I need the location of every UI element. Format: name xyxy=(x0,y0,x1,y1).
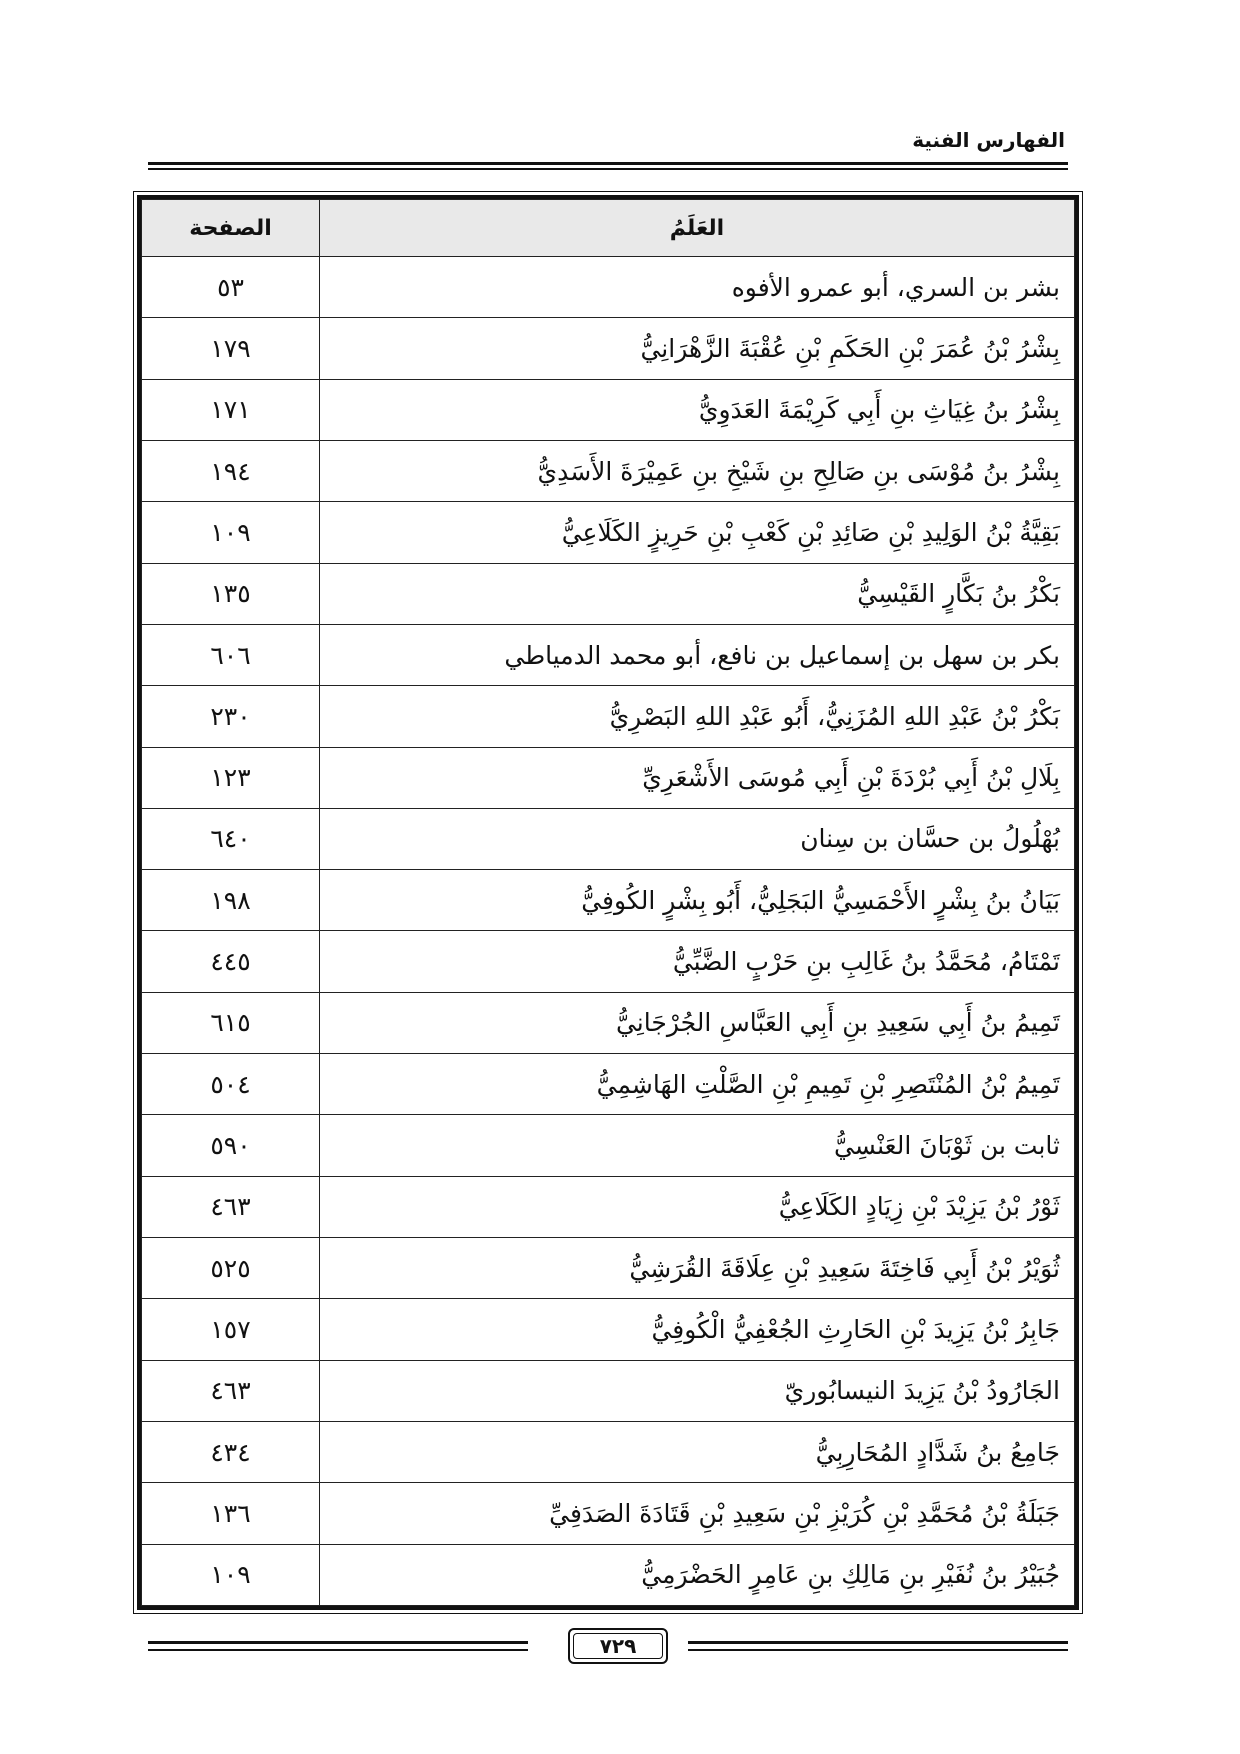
entry-page: ٥٠٤ xyxy=(142,1054,320,1115)
entry-name: بِلَالِ بْنُ أَبِي بُرْدَةَ بْنِ أَبِي مُوسَى الأَشْعَرِيِّ xyxy=(320,747,1075,808)
index-table-frame xyxy=(137,195,1079,1610)
entry-page: ٥٢٥ xyxy=(142,1238,320,1299)
table-body xyxy=(142,257,1075,1606)
entry-name: تَمِيمُ بْنُ المُنْتَصِرِ بْنِ تَمِيمِ بْنِ الصَّلْتِ الهَاشِمِيُّ xyxy=(320,1054,1075,1115)
entry-page: ٤٦٣ xyxy=(142,1360,320,1421)
table-row xyxy=(142,563,1075,624)
entry-page: ٥٩٠ xyxy=(142,1115,320,1176)
entry-page: ٦٠٦ xyxy=(142,624,320,685)
table-row xyxy=(142,502,1075,563)
entry-name: جَبَلَةُ بْنُ مُحَمَّدِ بْنِ كُرَيْزِ بْنِ سَعِيدِ بْنِ قَتَادَةَ الصَدَفِيِّ xyxy=(320,1483,1075,1544)
page-number xyxy=(568,1628,668,1664)
entry-page: ١٧١ xyxy=(142,379,320,440)
entry-name: بُهْلُولُ بن حسَّان بن سِنان xyxy=(320,808,1075,869)
table-row xyxy=(142,870,1075,931)
entry-page: ١٣٥ xyxy=(142,563,320,624)
entry-page: ١٠٩ xyxy=(142,502,320,563)
table-row xyxy=(142,686,1075,747)
running-header-title: الفهارس الفنية xyxy=(912,128,1065,152)
page-number-text: ٧٢٩ xyxy=(599,1634,637,1658)
entry-name: جَابِرُ بْنُ يَزِيدَ بْنِ الحَارِثِ الجُعْفِيُّ الْكُوفِيُّ xyxy=(320,1299,1075,1360)
table-header-row xyxy=(142,200,1075,257)
entry-name: بِشْرُ بْنُ عُمَرَ بْنِ الحَكَمِ بْنِ عُقْبَةَ الزَّهْرَانِيُّ xyxy=(320,318,1075,379)
table-row xyxy=(142,379,1075,440)
column-header-name: العَلَمُ xyxy=(320,200,1075,257)
entry-name: تَمِيمُ بنُ أَبِي سَعِيدِ بنِ أَبِي العَبَّاسِ الجُرْجَانِيُّ xyxy=(320,992,1075,1053)
entry-name: ثابت بن ثَوْبَانَ العَنْسِيُّ xyxy=(320,1115,1075,1176)
entry-name: جَامِعُ بنُ شَدَّادٍ المُحَارِبِيُّ xyxy=(320,1421,1075,1482)
table-row xyxy=(142,1176,1075,1237)
entry-name: جُبَيْرُ بنُ نُفَيْرِ بنِ مَالِكِ بنِ عَامِرٍ الحَضْرَمِيُّ xyxy=(320,1544,1075,1605)
table-row xyxy=(142,440,1075,501)
entry-name: بَكْرُ بنُ بَكَّارٍ القَيْسِيُّ xyxy=(320,563,1075,624)
table-row xyxy=(142,257,1075,318)
entry-page: ٤٣٤ xyxy=(142,1421,320,1482)
entry-page: ٥٣ xyxy=(142,257,320,318)
entry-page: ٦١٥ xyxy=(142,992,320,1053)
entry-name: تَمْتَامُ، مُحَمَّدُ بنُ غَالِبِ بنِ حَرْبٍ الضَّبِّيُّ xyxy=(320,931,1075,992)
entry-name: ثَوْرُ بْنُ يَزِيْدَ بْنِ زِيَادٍ الكَلَاعِيُّ xyxy=(320,1176,1075,1237)
entry-page: ٤٤٥ xyxy=(142,931,320,992)
column-header-page: الصفحة xyxy=(142,200,320,257)
entry-page: ١٢٣ xyxy=(142,747,320,808)
entry-page: ١٩٨ xyxy=(142,870,320,931)
entry-page: ١٥٧ xyxy=(142,1299,320,1360)
entry-name: بشر بن السري، أبو عمرو الأفوه xyxy=(320,257,1075,318)
footer-divider-right xyxy=(688,1641,1068,1651)
entry-page: ١٠٩ xyxy=(142,1544,320,1605)
table-row xyxy=(142,1299,1075,1360)
page-footer xyxy=(148,1628,1068,1664)
table-row xyxy=(142,992,1075,1053)
table-row xyxy=(142,1483,1075,1544)
entry-page: ١٩٤ xyxy=(142,440,320,501)
entry-page: ١٣٦ xyxy=(142,1483,320,1544)
table-row xyxy=(142,1360,1075,1421)
table-row xyxy=(142,808,1075,869)
table-row xyxy=(142,624,1075,685)
table-row xyxy=(142,318,1075,379)
entry-name: بِشْرُ بنُ غِيَاثِ بنِ أَبِي كَرِيْمَةَ العَدَوِيُّ xyxy=(320,379,1075,440)
entry-name: بَقِيَّةُ بْنُ الوَلِيدِ بْنِ صَائِدِ بْنِ كَعْبِ بْنِ حَرِيزٍ الكَلَاعِيُّ xyxy=(320,502,1075,563)
entry-name: ثُوَيْرُ بْنُ أَبِي فَاخِتَةَ سَعِيدِ بْنِ عِلَاقَةَ القُرَشِيُّ xyxy=(320,1238,1075,1299)
entry-page: ١٧٩ xyxy=(142,318,320,379)
table-row xyxy=(142,1238,1075,1299)
table-row xyxy=(142,931,1075,992)
index-table xyxy=(141,199,1075,1606)
table-row xyxy=(142,1421,1075,1482)
table-row xyxy=(142,1054,1075,1115)
entry-name: بِشْرُ بنُ مُوْسَى بنِ صَالِحِ بنِ شَيْخِ بنِ عَمِيْرَةَ الأَسَدِيُّ xyxy=(320,440,1075,501)
entry-page: ٢٣٠ xyxy=(142,686,320,747)
entry-page: ٤٦٣ xyxy=(142,1176,320,1237)
entry-name: بَكْرُ بْنُ عَبْدِ اللهِ المُزَنِيُّ، أَبُو عَبْدِ اللهِ البَصْرِيُّ xyxy=(320,686,1075,747)
entry-name: بَيَانُ بنُ بِشْرٍ الأَحْمَسِيُّ البَجَلِيُّ، أَبُو بِشْرٍ الكُوفِيُّ xyxy=(320,870,1075,931)
table-row xyxy=(142,1544,1075,1605)
header-divider xyxy=(148,162,1068,170)
entry-name: الجَارُودُ بْنُ يَزِيدَ النيسابُوريّ xyxy=(320,1360,1075,1421)
entry-name: بكر بن سهل بن إسماعيل بن نافع، أبو محمد الدمياطي xyxy=(320,624,1075,685)
entry-page: ٦٤٠ xyxy=(142,808,320,869)
footer-divider-left xyxy=(148,1641,528,1651)
table-row xyxy=(142,1115,1075,1176)
table-row xyxy=(142,747,1075,808)
